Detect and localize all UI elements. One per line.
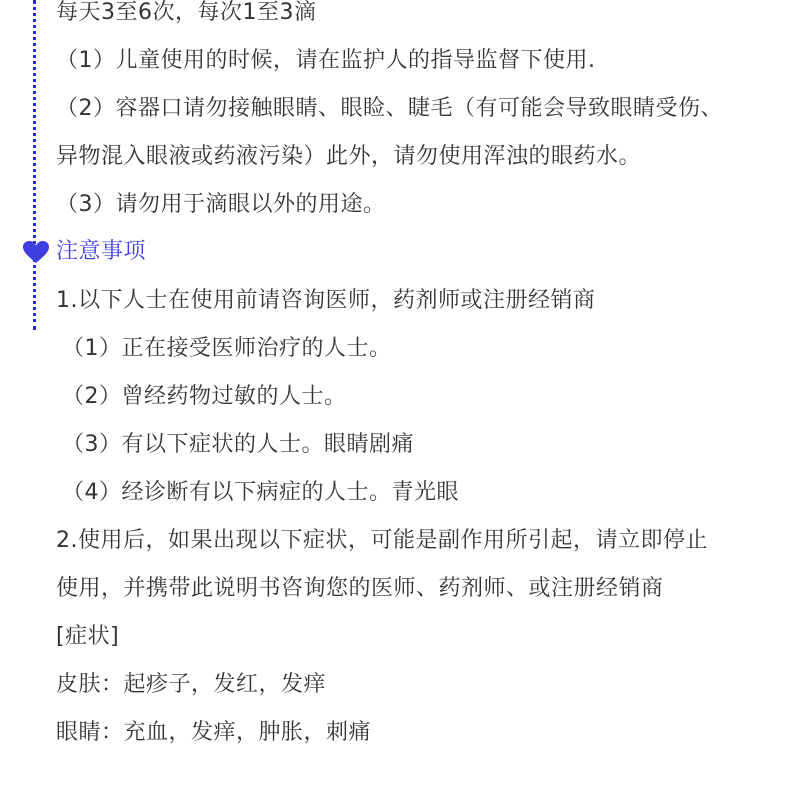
precaution-2: （2）容器口请勿接触眼睛、眼睑、睫毛（有可能会导致眼睛受伤、	[56, 96, 723, 121]
precaution-1: （1）儿童使用的时候，请在监护人的指导监督下使用.	[56, 48, 596, 73]
dosage-line: 每天3至6次，每次1至3滴	[56, 0, 317, 25]
section-heading: 注意事项	[56, 239, 147, 264]
consult-item-3: （3）有以下症状的人士。眼睛剧痛	[62, 432, 414, 457]
symptom-eyes: 眼睛：充血，发痒，肿胀，刺痛	[56, 720, 372, 745]
side-effect-intro: 2.使用后，如果出现以下症状，可能是副作用所引起，请立即停止	[56, 528, 708, 553]
consult-intro: 1.以下人士在使用前请咨询医师，药剂师或注册经销商	[56, 288, 596, 313]
consult-item-4: （4）经诊断有以下病症的人士。青光眼	[62, 480, 459, 505]
symptoms-label: [症状]	[56, 624, 120, 649]
symptom-skin: 皮肤：起疹子，发红，发痒	[56, 672, 327, 697]
timeline-dotted-line	[33, 0, 36, 330]
consult-item-2: （2）曾经药物过敏的人士。	[62, 384, 347, 409]
side-effect-intro-cont: 使用，并携带此说明书咨询您的医师、药剂师、或注册经销商	[56, 576, 664, 601]
precaution-2-cont: 异物混入眼液或药液污染）此外，请勿使用浑浊的眼药水。	[56, 144, 642, 169]
consult-item-1: （1）正在接受医师治疗的人士。	[62, 336, 392, 361]
heart-icon	[22, 240, 50, 264]
precaution-3: （3）请勿用于滴眼以外的用途。	[56, 192, 386, 217]
